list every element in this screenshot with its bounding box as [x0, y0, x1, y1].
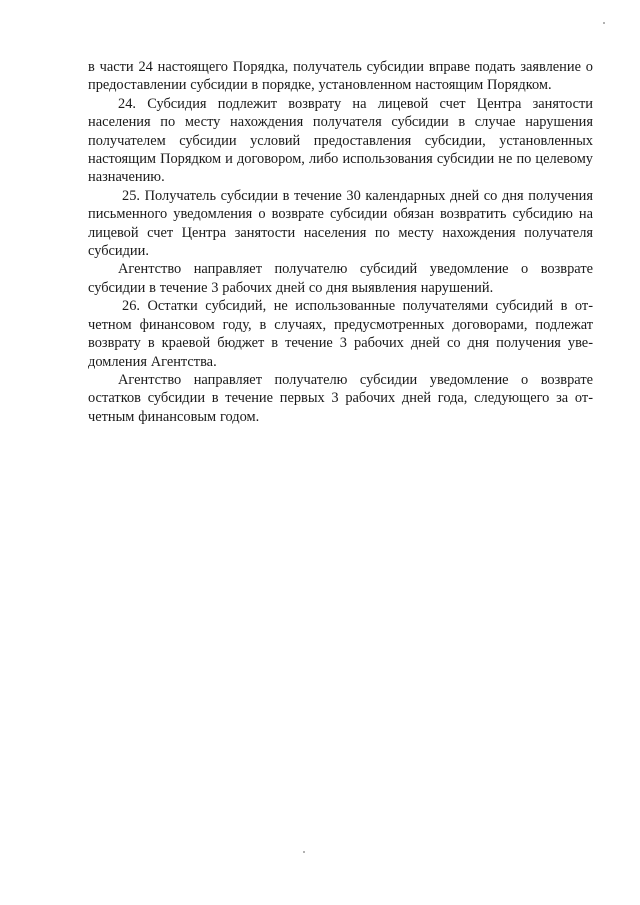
paragraph-agency-notice-2: Агентство направляет получателю субсидии уведомление о возврате остатков субсидии в течение первых 3 рабочих дней года, следующего за отчетным финансовым годом.	[88, 371, 593, 425]
paragraph-continuation: в части 24 настоящего Порядка, получатель субсидии вправе подать заявление о предоставлении субсидии в порядке, установленном настоящим Порядком.	[88, 59, 593, 94]
scan-speck	[603, 22, 605, 24]
paragraph-agency-notice-1: Агентство направляет получателю субсидий уведомление о возврате субсидии в течение 3 рабочих дней со дня выявления нарушений.	[88, 261, 593, 296]
paragraph-26: 26. Остатки субсидий, не использованные получателями субсидий в отчетном финансовом году, в случаях, предусмотренных договорами, подлежат возврату в краевой бюджет в течение 3 рабочих дней со дня получения уведомления Агентства.	[88, 298, 593, 370]
document-body	[88, 58, 593, 426]
scan-speck	[303, 851, 305, 853]
paragraph-25: 25. Получатель субсидии в течение 30 календарных дней со дня получения письменного уведомления о возврате субсидии обязан возвратить субсидию на лицевой счет Центра занятости населения по месту нахождения получателя субсидии.	[88, 187, 593, 260]
paragraph-24: 24. Субсидия подлежит возврату на лицевой счет Центра занятости населения по месту нахождения получателя субсидии в случае нарушения получателем субсидии условий предоставления субсидии, установленных настоящим Порядком и договором, либо использования субсидии не по целевому назначению.	[88, 95, 593, 186]
